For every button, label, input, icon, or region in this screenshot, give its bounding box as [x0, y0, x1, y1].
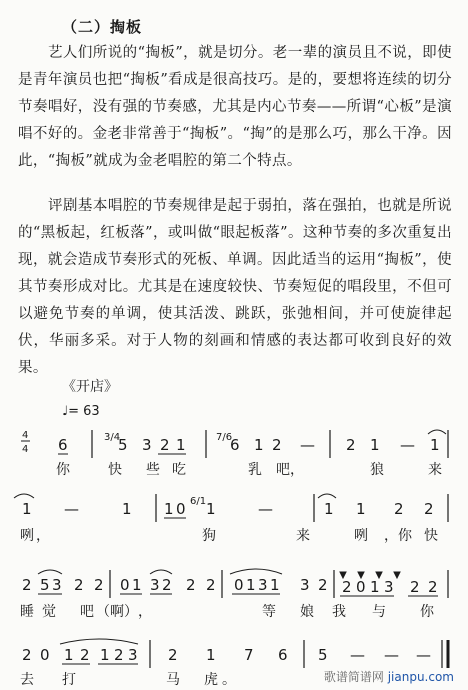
dash: —: [416, 646, 431, 664]
slur: [230, 569, 282, 574]
note: 2: [160, 436, 170, 454]
lyric: ，: [290, 462, 304, 478]
note: 0: [120, 576, 130, 594]
grace-note: 7/6: [216, 432, 233, 443]
lyric: 你: [56, 462, 70, 478]
tie: [318, 494, 336, 498]
lyric: 。: [222, 672, 236, 688]
score-line-3: [20, 569, 448, 620]
score-line-2: [14, 494, 448, 544]
note: 5: [318, 646, 328, 664]
note: 2: [424, 500, 434, 518]
note: 1: [176, 436, 186, 454]
note: 1: [64, 646, 74, 664]
lyric: 来: [428, 462, 442, 478]
lyric: 等: [262, 604, 276, 620]
note: 5: [40, 576, 50, 594]
lyric: 咧: [20, 528, 34, 544]
slur: [150, 570, 172, 574]
note: 3: [52, 576, 62, 594]
note: 1: [356, 500, 366, 518]
note: 3: [150, 576, 160, 594]
time-signature-bottom: 4: [22, 444, 29, 455]
lyric: 来: [296, 528, 310, 544]
tie: [14, 494, 34, 498]
watermark-latin: jianpu.com: [387, 670, 454, 684]
grace-note: 3/4: [104, 432, 121, 443]
lyric: 马: [166, 672, 180, 688]
note: 3: [258, 576, 268, 594]
note: 1: [430, 436, 440, 454]
lyric: 咧: [354, 528, 368, 544]
lyric: 娘: [300, 604, 314, 620]
dash: —: [384, 646, 399, 664]
note: 2: [94, 576, 104, 594]
lyric: 去: [20, 672, 34, 688]
note: 2: [272, 436, 282, 454]
lyric: 我: [332, 604, 346, 620]
lyric: 觉: [42, 604, 56, 620]
note: 2: [114, 646, 124, 664]
note: 1: [254, 436, 264, 454]
note: 2: [410, 578, 420, 596]
lyric: 吧: [80, 604, 94, 620]
note: 2: [22, 646, 32, 664]
site-watermark: [324, 668, 454, 685]
note: 1: [246, 576, 256, 594]
note: 2: [22, 576, 32, 594]
lyric: 些: [146, 462, 160, 478]
note: 1: [164, 500, 174, 518]
dash: —: [258, 500, 273, 518]
note: 2: [206, 576, 216, 594]
dash: —: [64, 500, 79, 518]
note: 2: [342, 578, 352, 596]
note: 1: [370, 436, 380, 454]
note: 2: [318, 576, 328, 594]
note: 1: [270, 576, 280, 594]
dash: —: [300, 436, 315, 454]
tie: [428, 430, 446, 434]
tempo-value: ♩= 63: [62, 404, 100, 419]
note: 3: [142, 436, 152, 454]
note: 2: [428, 578, 438, 596]
lyric: ，: [36, 528, 50, 544]
note: 6: [278, 646, 288, 664]
note: 2: [346, 436, 356, 454]
lyric: 吧: [276, 462, 290, 478]
watermark-cn: 歌谱简谱网: [323, 670, 384, 684]
note: 0: [40, 646, 50, 664]
note: 5: [118, 436, 128, 454]
lyric: 你: [420, 604, 434, 620]
accent-mark: [394, 572, 400, 578]
note: 2: [74, 576, 84, 594]
note: 2: [186, 576, 196, 594]
note: 2: [162, 576, 172, 594]
lyric: 快: [108, 462, 122, 478]
score-title: 《开店》: [62, 379, 118, 395]
paragraph-1: 艺人们所说的“掏板”，就是切分。老一辈的演员且不说，即使是青年演员也把“掏板”看成是很高技巧。是的，要想将连续的切分节奏唱好，没有强的节奏感，尤其是内心节奏——所谓“心板”是演唱不好的。金老非常善于“掏板”。“掏”的是那么巧，那么干净。因此，“掏板”就成为金老唱腔的第二个特点。: [18, 45, 452, 169]
lyric: 睡: [20, 604, 34, 620]
section-heading: （二）掏板: [62, 18, 143, 36]
lyric: 乳: [248, 462, 262, 478]
grace-note: 6/1: [190, 496, 207, 507]
note: 2: [80, 646, 90, 664]
note: 1: [206, 500, 216, 518]
note: 0: [176, 500, 186, 518]
note: 0: [234, 576, 244, 594]
note: 1: [132, 576, 142, 594]
note: 3: [128, 646, 138, 664]
note: 1: [100, 646, 110, 664]
lyric: （啊）: [96, 604, 138, 620]
note: 1: [370, 578, 380, 596]
note: 3: [300, 576, 310, 594]
slur: [38, 570, 62, 574]
lyric: ，你: [384, 528, 412, 544]
note: 1: [324, 500, 334, 518]
lyric: 狗: [202, 528, 216, 544]
note: 7: [244, 646, 254, 664]
note: 6: [230, 436, 240, 454]
note: 3: [384, 578, 394, 596]
note: 2: [394, 500, 404, 518]
lyric: 狼: [370, 462, 384, 478]
note: 1: [22, 500, 32, 518]
paragraph-2: 评剧基本唱腔的节奏规律是起于弱拍，落在强拍，也就是所说的“黑板起，红板落”，或叫做“眼起板落”。这种节奏的多次重复出现，就会造成节奏形式的死板、单调。因此适当的运用“掏板”，使其节奏形成对比。尤其是在速度较快、节奏短促的唱段里，不但可以避免节奏的单调，使其活泼、跳跃，张弛相间，并可使旋律起伏，华丽多采。对于人物的刻画和情感的表达都可收到良好的效果。: [18, 198, 452, 376]
lyric: 与: [372, 604, 386, 620]
time-signature-top: 4: [22, 430, 29, 441]
slur: [60, 639, 138, 644]
dash: —: [400, 436, 415, 454]
note: 1: [206, 646, 216, 664]
lyric: 快: [424, 528, 438, 544]
note: 6: [58, 436, 68, 454]
dash: —: [350, 646, 365, 664]
lyric: 虎: [204, 672, 218, 688]
lyric: ，: [138, 604, 152, 620]
lyric: 打: [62, 672, 76, 688]
note: 1: [122, 500, 132, 518]
note: 0: [356, 578, 366, 596]
note: 2: [168, 646, 178, 664]
score-line-1: [56, 430, 448, 478]
lyric: 吃: [172, 462, 186, 478]
